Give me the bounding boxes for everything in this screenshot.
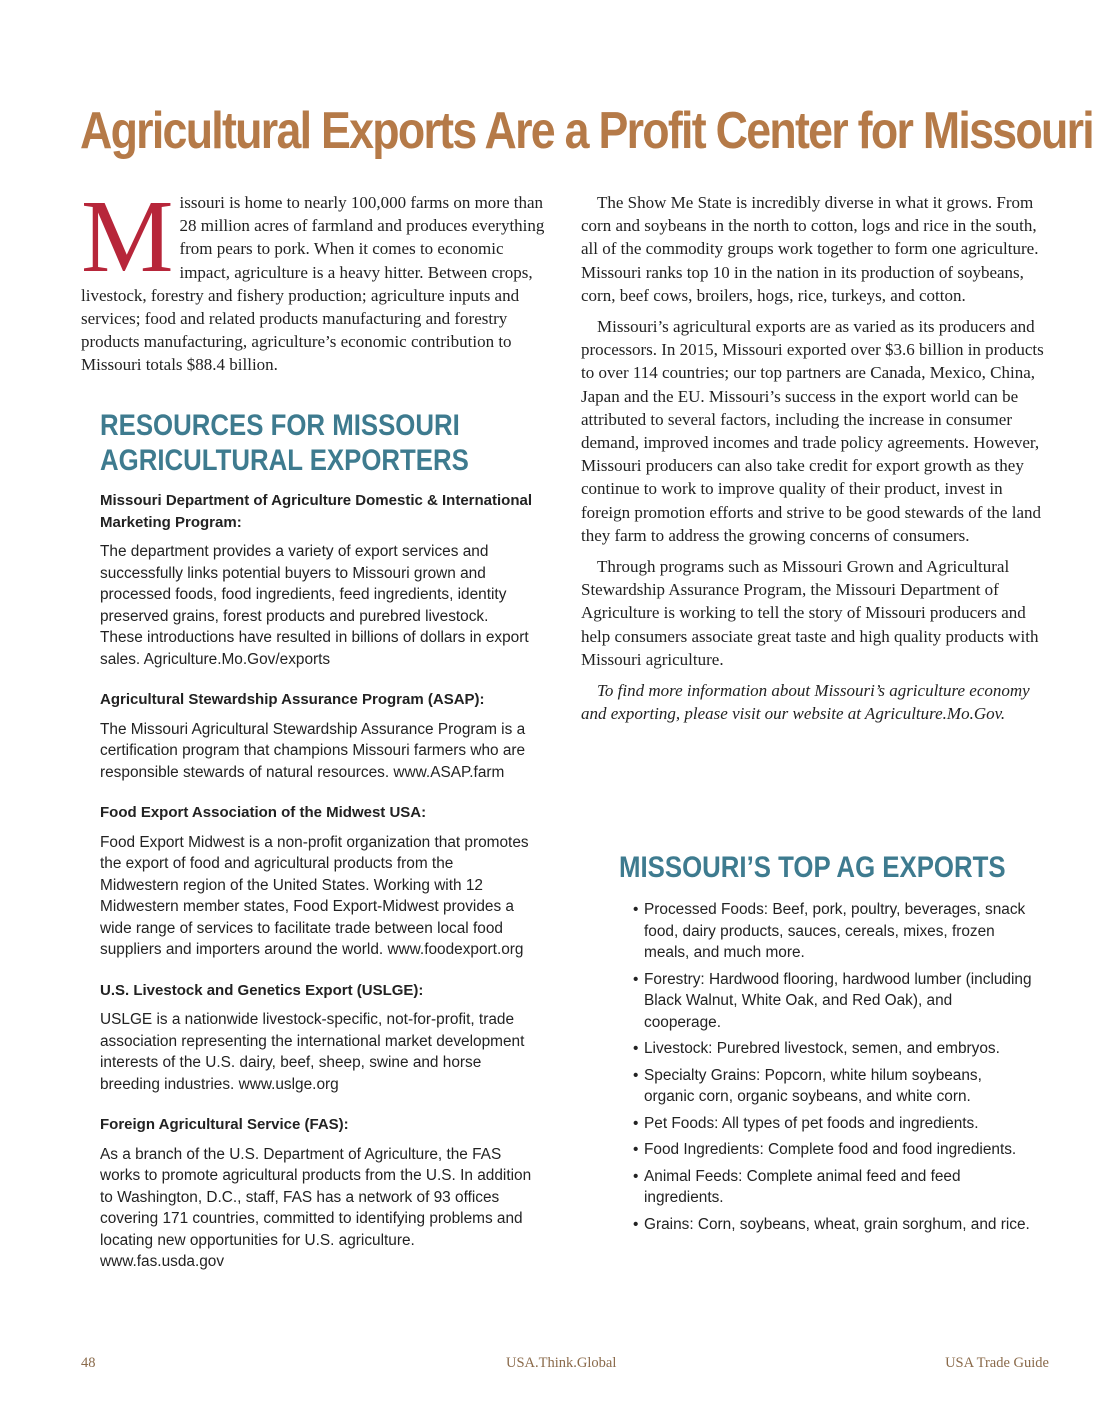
resource-description: USLGE is a nationwide livestock-specific, not-for-profit, trade association representing the international market development interests of the U.S. dairy, beef, sheep, swine and horse breeding industries. www.uslge.org xyxy=(100,1011,525,1093)
export-text: Livestock: Purebred livestock, semen, and embryos. xyxy=(644,1040,1000,1057)
resources-heading: RESOURCES FOR MISSOURI AGRICULTURAL EXPORTERS xyxy=(100,409,469,477)
website-note: To find more information about Missouri’s agriculture economy and exporting, please visit our website at Agriculture.Mo.Gov. xyxy=(581,681,1030,724)
bullet-icon: • xyxy=(633,1167,639,1185)
footer-center-text: USA.Think.Global xyxy=(506,1355,617,1371)
export-item xyxy=(633,1139,1033,1161)
resource-name: U.S. Livestock and Genetics Export (USLGE): xyxy=(100,981,424,999)
resource-description: Food Export Midwest is a non-profit organization that promotes the export of food and agricultural products from the Midwestern region of the United States. Working with 12 Midwestern member states, Food Export-Midwest provides a wide range of services to facilitate trade between local food suppliers and importers around the world. www.foodexport.org xyxy=(100,833,529,958)
page-footer xyxy=(0,1355,1097,1377)
right-column-body xyxy=(581,191,1051,733)
resource-item xyxy=(100,490,532,670)
bullet-icon: • xyxy=(633,1066,639,1084)
export-item xyxy=(633,1166,1033,1209)
resource-name: Missouri Department of Agriculture Domestic & International Marketing Program: xyxy=(100,492,533,531)
bullet-icon: • xyxy=(633,1141,639,1158)
top-exports-list xyxy=(633,899,1033,1240)
bullet-icon: • xyxy=(633,1040,639,1057)
export-text: Animal Feeds: Complete animal feed and feed ingredients. xyxy=(644,1167,961,1206)
intro-paragraph xyxy=(81,179,549,377)
export-text: Food Ingredients: Complete food and food ingredients. xyxy=(644,1141,1017,1158)
bullet-icon: • xyxy=(633,901,639,918)
export-item xyxy=(633,1065,1033,1108)
page-number: 48 xyxy=(81,1355,96,1371)
export-item xyxy=(633,1038,1033,1060)
export-text: Grains: Corn, soybeans, wheat, grain sorghum, and rice. xyxy=(644,1215,1030,1233)
drop-cap: M xyxy=(81,179,174,294)
export-text: Specialty Grains: Popcorn, white hilum soybeans, organic corn, organic soybeans, and white corn. xyxy=(644,1066,982,1105)
body-paragraph: Through programs such as Missouri Grown and Agricultural Stewardship Assurance Program, the Missouri Department of Agriculture is working to tell the story of Missouri producers and help consumers associate great taste and high quality products with Missouri agriculture. xyxy=(581,557,1039,669)
body-paragraph: The Show Me State is incredibly diverse in what it grows. From corn and soybeans in the north to cotton, logs and rice in the south, all of the commodity groups work together to form one agriculture. Missouri ranks top 10 in the nation in its production of soybeans, corn, beef cows, broilers, hogs, rice, turkeys, and cotton. xyxy=(581,193,1039,305)
export-text: Pet Foods: All types of pet foods and ingredients. xyxy=(644,1114,979,1132)
resource-name: Foreign Agricultural Service (FAS): xyxy=(100,1116,349,1133)
bullet-icon: • xyxy=(633,1114,639,1132)
body-paragraph: Missouri’s agricultural exports are as varied as its producers and processors. In 2015, Missouri exported over $3.6 billion in products to over 114 countries; our top partners are Canada, Mexico, China, Japan and the EU. Missouri’s success in the export world can be attributed to several factors, including the increase in consumer demand, improved incomes and trade policy agreements. However, Missouri producers can also take credit for export growth as they continue to work to improve quality of their product, invest in foreign promotion efforts and strive to be good stewards of the land they farm to address the growing concerns of consumers. xyxy=(581,317,1044,545)
top-exports-heading: MISSOURI’S TOP AG EXPORTS xyxy=(619,851,1006,884)
export-text: Forestry: Hardwood flooring, hardwood lumber (including Black Walnut, White Oak, and Red Oak), and cooperage. xyxy=(644,970,1032,1031)
resource-item xyxy=(100,802,532,961)
page-title: Agricultural Exports Are a Profit Center for Missouri xyxy=(80,102,1093,160)
export-item xyxy=(633,899,1033,964)
resource-item xyxy=(100,1114,532,1273)
bullet-icon: • xyxy=(633,970,639,988)
resource-item xyxy=(100,980,532,1096)
export-text: Processed Foods: Beef, pork, poultry, beverages, snack food, dairy products, sauces, cereals, mixes, frozen meals, and much more. xyxy=(644,901,1026,961)
footer-right-text: USA Trade Guide xyxy=(945,1355,1049,1371)
resource-name: Agricultural Stewardship Assurance Program (ASAP): xyxy=(100,691,485,708)
resource-item xyxy=(100,689,532,783)
bullet-icon: • xyxy=(633,1215,639,1233)
intro-text: issouri is home to nearly 100,000 farms on more than 28 million acres of farmland and produces everything from pears to pork. When it comes to economic impact, agriculture is a heavy hitter. Between crops, livestock, forestry and fishery production; agriculture inputs and services; food and related products manufacturing and forestry products manufacturing, agriculture’s economic contribution to Missouri totals $88.4 billion. xyxy=(81,193,545,375)
resources-list xyxy=(100,490,532,1292)
export-item xyxy=(633,1113,1033,1135)
resource-description: As a branch of the U.S. Department of Agriculture, the FAS works to promote agricultural products from the U.S. In addition to Washington, D.C., staff, FAS has a network of 93 offices covering 171 countries, committed to identifying problems and locating new opportunities for U.S. agriculture. www.fas.usda.gov xyxy=(100,1145,532,1270)
resource-name: Food Export Association of the Midwest USA: xyxy=(100,804,427,821)
export-item xyxy=(633,969,1033,1034)
resource-description: The Missouri Agricultural Stewardship Assurance Program is a certification program that champions Missouri farmers who are responsible stewards of natural resources. www.ASAP.farm xyxy=(100,720,526,781)
export-item xyxy=(633,1214,1033,1236)
resource-description: The department provides a variety of export services and successfully links potential buyers to Missouri grown and processed foods, food ingredients, feed ingredients, identity preserved grains, forest products and purebred livestock. These introductions have resulted in billions of dollars in export sales. Agriculture.Mo.Gov/exports xyxy=(100,543,529,668)
